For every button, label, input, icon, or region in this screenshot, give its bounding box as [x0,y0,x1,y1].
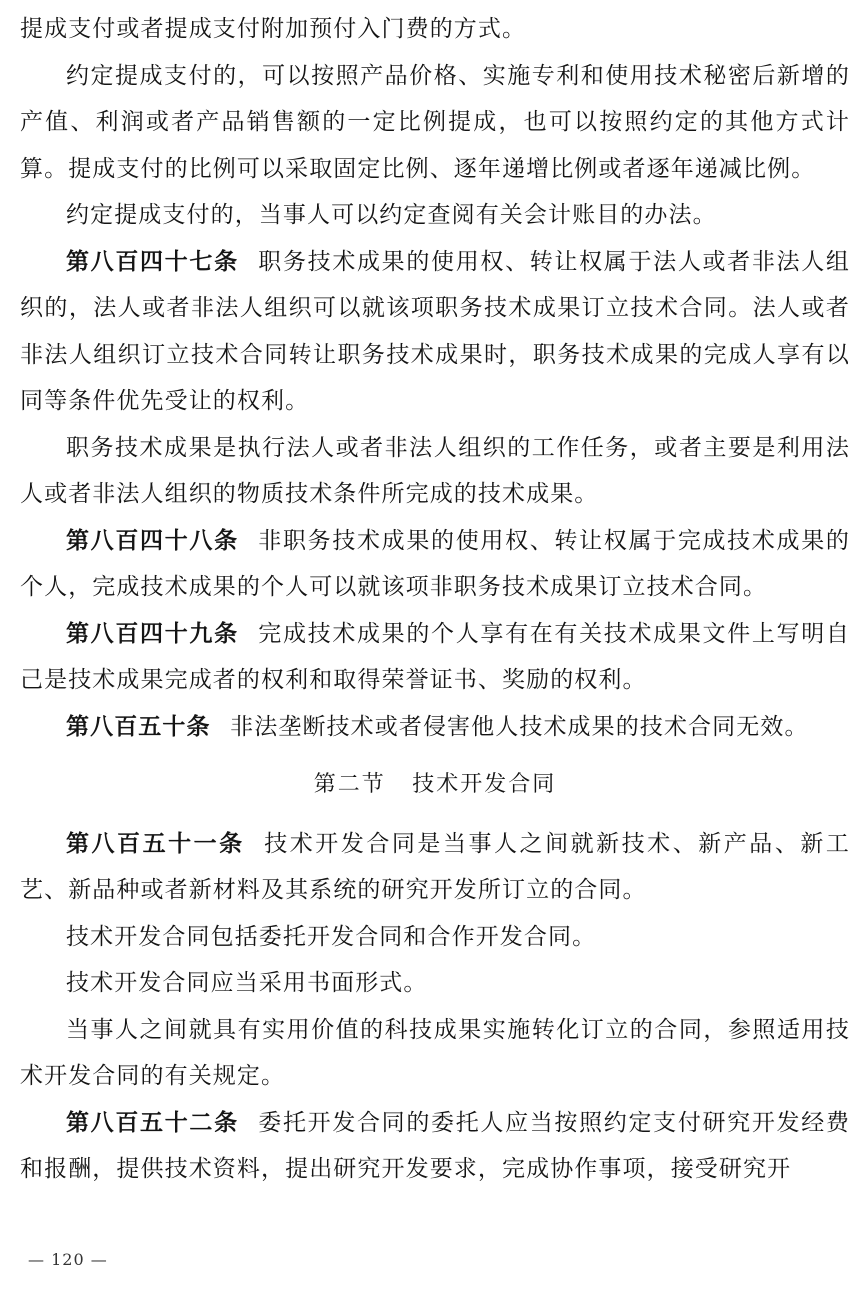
paragraph-text: 当事人之间就具有实用价值的科技成果实施转化订立的合同，参照适用技术开发合同的有关规定。 [20,1016,850,1089]
article-849 [20,611,850,704]
section-number: 第二节 [313,772,386,797]
article-text: 非法垄断技术或者侵害他人技术成果的技术合同无效。 [230,713,809,740]
paragraph [20,53,850,193]
article-number: 第八百五十条 [66,713,211,740]
article-850 [20,704,850,751]
section-title: 技术开发合同 [412,772,557,797]
paragraph-text: 技术开发合同应当采用书面形式。 [66,970,428,996]
paragraph [20,960,850,1007]
paragraph [20,1007,850,1100]
paragraph-text: 职务技术成果是执行法人或者非法人组织的工作任务，或者主要是利用法人或者非法人组织的物质技术条件所完成的技术成果。 [20,434,850,507]
article-number: 第八百四十八条 [66,527,239,554]
article-text: 职务技术成果的使用权、转让权属于法人或者非法人组织的，法人或者非法人组织可以就该项职务技术成果订立技术合同。法人或者非法人组织订立技术合同转让职务技术成果时，职务技术成果的完成人享有以同等条件优先受让的权利。 [20,248,850,414]
article-847 [20,239,850,425]
paragraph [20,425,850,518]
page-number: — 120 — [28,1250,108,1269]
article-text: 委托开发合同的委托人应当按照约定支付研究开发经费和报酬，提供技术资料，提出研究开发要求，完成协作事项，接受研究开 [20,1109,850,1182]
article-text: 非职务技术成果的使用权、转让权属于完成技术成果的个人，完成技术成果的个人可以就该项非职务技术成果订立技术合同。 [20,527,850,600]
article-number: 第八百五十一条 [66,830,245,857]
paragraph-text: 约定提成支付的，当事人可以约定查阅有关会计账目的办法。 [66,202,717,228]
paragraph [20,192,850,239]
article-text: 技术开发合同是当事人之间就新技术、新产品、新工艺、新品种或者新材料及其系统的研究开发所订立的合同。 [20,830,850,903]
article-text: 完成技术成果的个人享有在有关技术成果文件上写明自己是技术成果完成者的权利和取得荣誉证书、奖励的权利。 [20,620,850,693]
article-number: 第八百五十二条 [66,1109,239,1136]
paragraph [20,914,850,961]
article-851 [20,821,850,914]
paragraph-text: 技术开发合同包括委托开发合同和合作开发合同。 [66,923,597,950]
section-heading [20,762,850,809]
paragraph-text: 约定提成支付的，可以按照产品价格、实施专利和使用技术秘密后新增的产值、利润或者产品销售额的一定比例提成，也可以按照约定的其他方式计算。提成支付的比例可以采取固定比例、逐年递增比例或者逐年递减比例。 [20,62,850,182]
article-848 [20,518,850,611]
body-text [20,6,850,1193]
article-number: 第八百四十七条 [66,248,239,275]
article-852 [20,1100,850,1193]
paragraph [20,6,850,53]
paragraph-text: 提成支付或者提成支付附加预付入门费的方式。 [20,16,527,42]
article-number: 第八百四十九条 [66,620,239,647]
